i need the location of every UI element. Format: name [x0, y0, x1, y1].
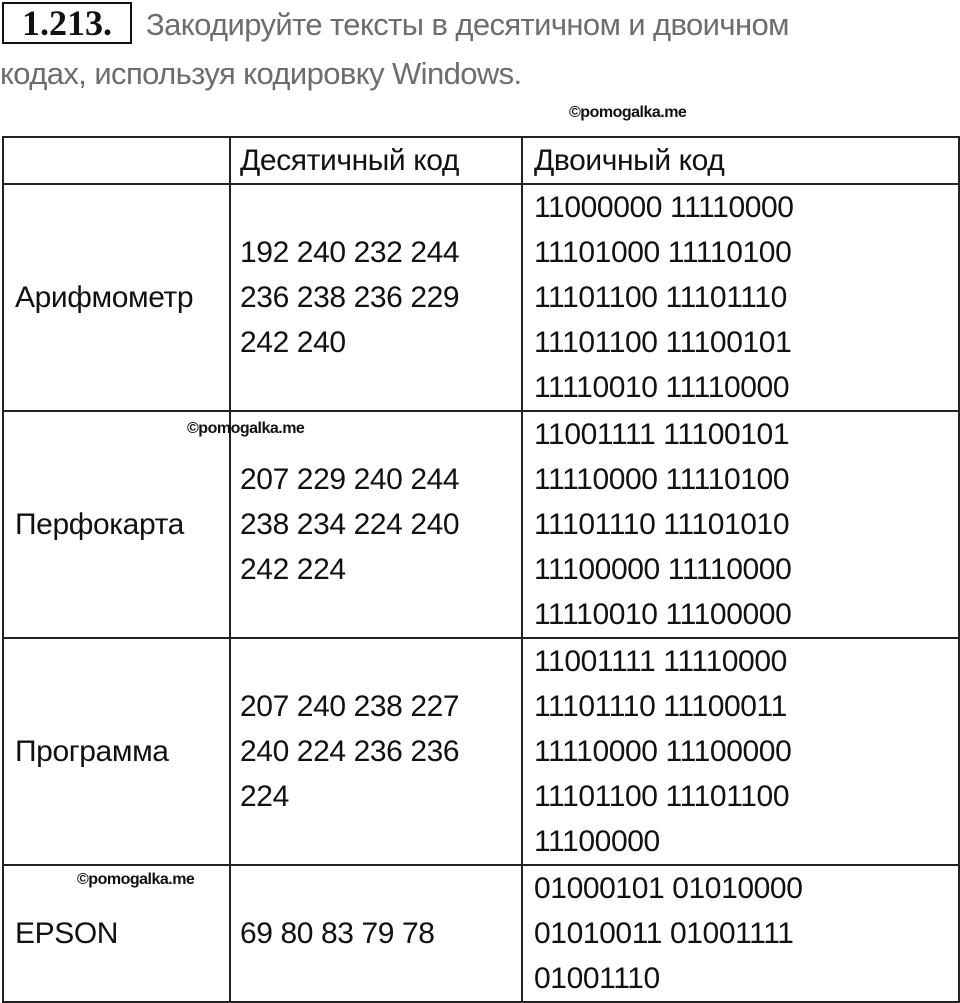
decimal-cell [230, 411, 522, 638]
decimal-line: 207 240 238 227 [240, 690, 460, 723]
binary-line: 01001110 [534, 962, 660, 995]
binary-line: 11110010 11110000 [534, 371, 790, 404]
header-empty [3, 137, 230, 184]
binary-line: 11110000 11110100 [534, 463, 790, 496]
decimal-line: 69 80 83 79 78 [240, 917, 435, 950]
task-prompt [0, 0, 960, 98]
binary-line: 11110000 11100000 [534, 735, 792, 768]
header-decimal: Десятичный код [230, 137, 522, 184]
watermark: ©pomogalka.me [569, 104, 687, 121]
binary-line: 11101100 11101100 [534, 780, 790, 813]
binary-line: 11110010 11100000 [534, 598, 792, 631]
binary-line: 01010011 01001111 [534, 917, 794, 950]
header-binary: Двоичный код [522, 137, 959, 184]
decimal-line: 240 224 236 236 [240, 735, 460, 768]
word-cell: Арифмометр [3, 184, 230, 411]
task-prompt-line2: кодах, используя кодировку Windows. [0, 56, 522, 91]
table-header-row [3, 137, 959, 184]
table-row [3, 411, 959, 638]
binary-line: 11001111 11110000 [534, 645, 787, 678]
task-prompt-line1: Закодируйте тексты в десятичном и двоичном [146, 7, 789, 42]
watermark: ©pomogalka.me [77, 871, 195, 888]
binary-line: 11001111 11100101 [534, 418, 790, 451]
decimal-cell [230, 865, 522, 1002]
watermark: ©pomogalka.me [187, 420, 305, 437]
word-cell: EPSON [3, 865, 230, 1002]
binary-line: 11100000 11110000 [534, 553, 792, 586]
binary-cell [522, 638, 959, 865]
decimal-line: 224 [240, 780, 289, 813]
binary-line: 11100000 [534, 825, 660, 858]
task-number-box: 1.213. [2, 2, 132, 44]
binary-cell [522, 184, 959, 411]
word-cell: Перфокарта [3, 411, 230, 638]
binary-line: 11101100 11101110 [534, 281, 787, 314]
table-row [3, 638, 959, 865]
binary-line: 11000000 11110000 [534, 191, 794, 224]
word-cell: Программа [3, 638, 230, 865]
decimal-line: 238 234 224 240 [240, 508, 460, 541]
decimal-line: 236 238 236 229 [240, 281, 460, 314]
decimal-line: 242 224 [240, 553, 346, 586]
binary-line: 11101100 11100101 [534, 326, 792, 359]
binary-cell [522, 411, 959, 638]
binary-cell [522, 865, 959, 1002]
binary-line: 01000101 01010000 [534, 872, 803, 905]
decimal-cell [230, 184, 522, 411]
decimal-line: 192 240 232 244 [240, 236, 460, 269]
decimal-line: 242 240 [240, 326, 346, 359]
binary-line: 11101000 11110100 [534, 236, 792, 269]
decimal-cell [230, 638, 522, 865]
binary-line: 11101110 11101010 [534, 508, 790, 541]
binary-line: 11101110 11100011 [534, 690, 787, 723]
decimal-line: 207 229 240 244 [240, 463, 460, 496]
table-row [3, 184, 959, 411]
